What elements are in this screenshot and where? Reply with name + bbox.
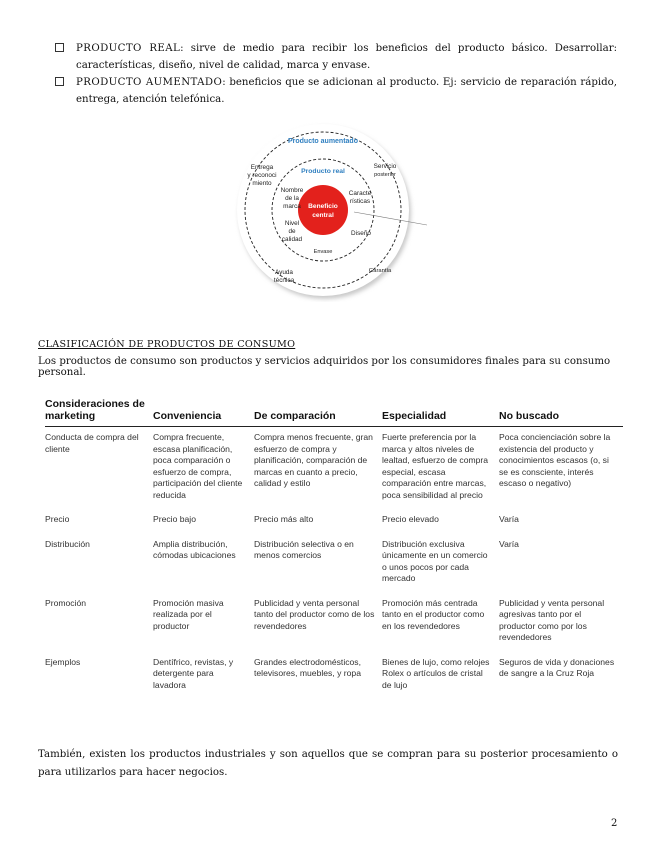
table-cell: Seguros de vida y donaciones de sangre a la Cruz Roja — [499, 656, 615, 678]
core-circle — [298, 185, 348, 235]
bullet-producto-real — [55, 40, 617, 74]
table-row — [45, 427, 623, 510]
quality-label-1: Nivel — [284, 220, 300, 227]
table-cell: Conducta de compra del cliente — [45, 432, 139, 454]
header-cell: No buscado — [499, 398, 623, 427]
industrial-products-paragraph: También, existen los productos industriales y son aquellos que se compran para su posterior procesamiento o para utilizarlos para hacer negocios. — [38, 749, 618, 778]
table-cell: Distribución selectiva o en menos comercios — [254, 538, 354, 560]
support-label-2: técnica — [273, 277, 295, 284]
table-cell: Varía — [499, 514, 519, 524]
bullet-term: PRODUCTO AUMENTADO — [76, 77, 223, 88]
table-cell: Compra frecuente, escasa planificación, poca comparación o esfuerzo de compra, participación del cliente reducida — [153, 432, 243, 500]
consumer-products-table — [45, 398, 623, 699]
delivery-label-3: miento — [252, 180, 272, 187]
bullet-text: : sirve de medio para recibir los beneficios del producto básico. Desarrollar: características, diseño, nivel de calidad, marca y envase. — [76, 43, 617, 71]
checkbox-icon — [55, 77, 64, 86]
core-label-2: central — [312, 212, 334, 219]
features-label-1: Caracte — [348, 190, 372, 197]
table-cell: Ejemplos — [45, 656, 81, 667]
warranty-label: Garantía — [368, 268, 392, 274]
table-cell: Publicidad y venta personal agresivas tanto por el productor como por los revendedores — [499, 597, 605, 642]
design-label: Diseño — [351, 230, 371, 237]
middle-label: Producto real — [301, 168, 345, 175]
product-levels-diagram — [232, 122, 427, 302]
table-cell: Dentífrico, revistas, y detergente para lavadora — [153, 656, 234, 690]
outer-label: Producto aumentado — [287, 138, 359, 145]
bullet-text: : beneficios que se adicionan al producto. Ej: servicio de reparación rápido, entrega, atención telefónica. — [76, 77, 617, 105]
features-label-2: rísticas — [349, 198, 371, 205]
delivery-label-2: y reconoci — [247, 172, 277, 179]
table-header-row — [45, 398, 623, 427]
brand-label-2: de la — [285, 195, 299, 202]
package-label: Envase — [313, 249, 333, 255]
quality-label-2: de — [288, 228, 296, 235]
quality-label-3: calidad — [281, 236, 303, 243]
brand-label-3: marca — [283, 203, 301, 210]
support-label-1: Ayuda — [274, 269, 294, 276]
delivery-label-1: Entrega — [250, 164, 274, 171]
header-cell: Consideraciones de marketing — [45, 398, 153, 427]
bullet-term: PRODUCTO REAL — [76, 43, 181, 54]
table-cell: Promoción — [45, 597, 87, 608]
brand-label-1: Nombre — [280, 187, 304, 194]
table-row — [45, 593, 623, 652]
table-cell: Poca concienciación sobre la existencia del producto y conocimientos escasos (o, si se es consciente, interés escaso o negativo) — [499, 432, 611, 488]
table-cell: Distribución — [45, 538, 90, 549]
table-cell: Precio — [45, 514, 70, 524]
table-cell: Amplia distribución, cómodas ubicaciones — [153, 538, 236, 560]
table-cell: Compra menos frecuente, gran esfuerzo de compra y planificación, comparación de marcas en cuanto a precio, calidad y estilo — [254, 432, 373, 488]
section-intro: Los productos de consumo son productos y servicios adquiridos por los consumidores finales para su consumo personal. — [38, 356, 611, 378]
service-label-2: posterior — [374, 172, 396, 178]
table-cell: Precio elevado — [382, 514, 439, 524]
checkbox-icon — [55, 43, 64, 52]
table-cell: Fuerte preferencia por la marca y altos niveles de lealtad, esfuerzo de compra especial, escasa comparación entre marcas, poca sensibilidad al precio — [382, 432, 489, 500]
section-title: CLASIFICACIÓN DE PRODUCTOS DE CONSUMO — [38, 339, 296, 350]
table-row — [45, 652, 623, 700]
table-cell: Promoción más centrada tanto en el productor como en los revendedores — [382, 597, 485, 631]
core-label-1: Beneficio — [308, 203, 338, 210]
table-cell: Publicidad y venta personal tanto del productor como de los revendedores — [254, 597, 375, 631]
service-label-1: Servicio — [373, 163, 397, 170]
table-cell: Precio bajo — [153, 514, 196, 524]
table-cell: Grandes electrodomésticos, televisores, muebles, y ropa — [254, 656, 361, 678]
table-row — [45, 509, 623, 534]
header-cell: Conveniencia — [153, 398, 254, 427]
table-cell: Bienes de lujo, como relojes Rolex o artículos de cristal de lujo — [382, 656, 490, 690]
table-cell: Precio más alto — [254, 514, 314, 524]
table-row — [45, 534, 623, 593]
table-cell: Promoción masiva realizada por el productor — [153, 597, 224, 631]
header-cell: De comparación — [254, 398, 382, 427]
table-cell: Varía — [499, 538, 519, 549]
page-number: 2 — [611, 818, 618, 829]
table-cell: Distribución exclusiva únicamente en un comercio o unos pocos por cada mercado — [382, 538, 488, 583]
bullet-producto-aumentado — [55, 74, 617, 108]
header-cell: Especialidad — [382, 398, 499, 427]
